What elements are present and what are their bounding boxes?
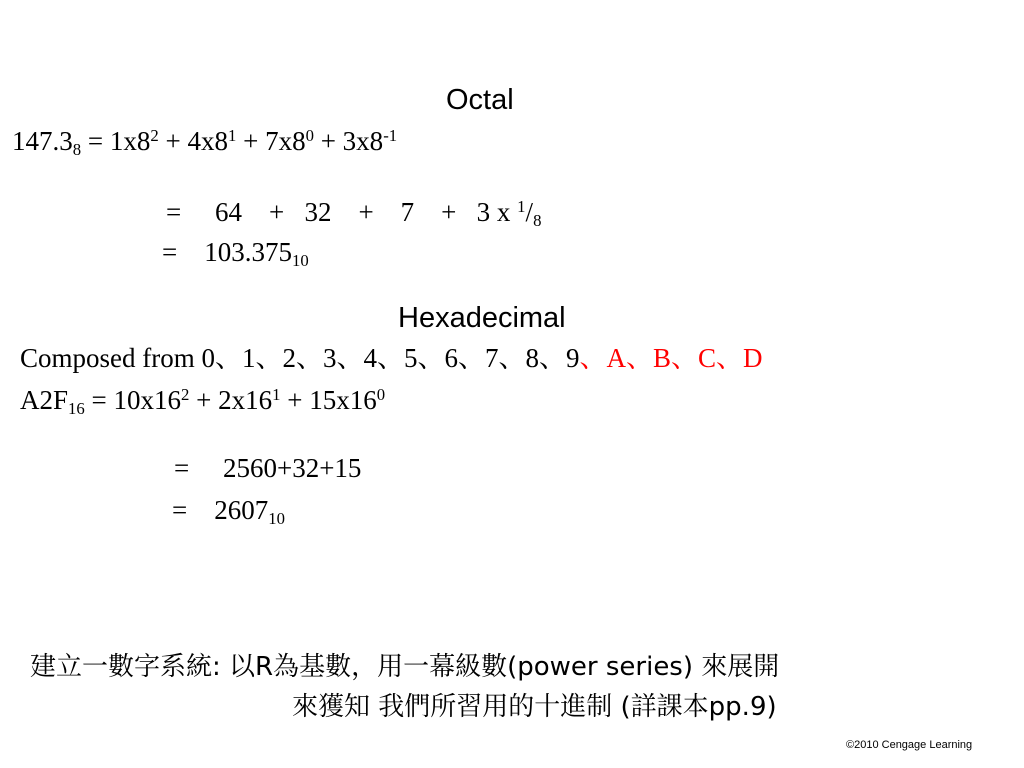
- fraction-numerator: 1: [517, 196, 526, 216]
- composed-digits: Composed from 0、1、2、3、4、5、6、7、8、9: [20, 343, 580, 373]
- composed-letters: 、A、B、C、D: [579, 343, 763, 373]
- exponent: -1: [383, 125, 398, 145]
- values-text: = 64 + 32 + 7 + 3 x: [166, 197, 518, 227]
- octal-heading: Octal: [446, 84, 514, 116]
- hex-result-line: [145, 470, 285, 551]
- note-line-1: 建立一數字系統: 以R為基數，用一幕級數(power series) 來展開: [30, 652, 780, 682]
- term-text: + 15x16: [280, 385, 377, 415]
- term-text: = 10x16: [84, 385, 181, 415]
- octal-number: 147.3: [12, 126, 73, 156]
- values-text: = 2560+32+15: [174, 453, 362, 483]
- hex-expansion-line: [20, 384, 386, 419]
- result-text: = 2607: [172, 495, 269, 525]
- hex-base-subscript: 16: [68, 399, 85, 419]
- exponent: 1: [272, 384, 281, 404]
- copyright-text: ©2010 Cengage Learning: [846, 739, 973, 751]
- exponent: 2: [150, 125, 159, 145]
- octal-expansion-line: [12, 125, 398, 160]
- result-base-subscript: 10: [291, 251, 309, 271]
- hex-composed-line: [20, 345, 763, 372]
- fraction-denominator: 8: [533, 211, 542, 231]
- hex-heading: Hexadecimal: [398, 302, 566, 334]
- fraction-slash: /: [525, 197, 534, 227]
- result-text: = 103.375: [162, 237, 292, 267]
- hex-number: A2F: [20, 385, 69, 415]
- exponent: 1: [227, 125, 237, 145]
- term-text: + 4x8: [158, 126, 228, 156]
- exponent: 0: [305, 125, 314, 145]
- octal-base-subscript: 8: [72, 140, 82, 160]
- term-text: = 1x8: [81, 126, 151, 156]
- exponent: 0: [376, 384, 386, 404]
- term-text: + 7x8: [236, 126, 306, 156]
- term-text: + 2x16: [189, 385, 273, 415]
- exponent: 2: [180, 384, 190, 404]
- result-base-subscript: 10: [268, 509, 285, 529]
- octal-result-line: [135, 212, 309, 293]
- term-text: + 3x8: [313, 126, 384, 156]
- note-line-2: 來獲知 我們所習用的十進制 (詳課本pp.9): [292, 692, 777, 722]
